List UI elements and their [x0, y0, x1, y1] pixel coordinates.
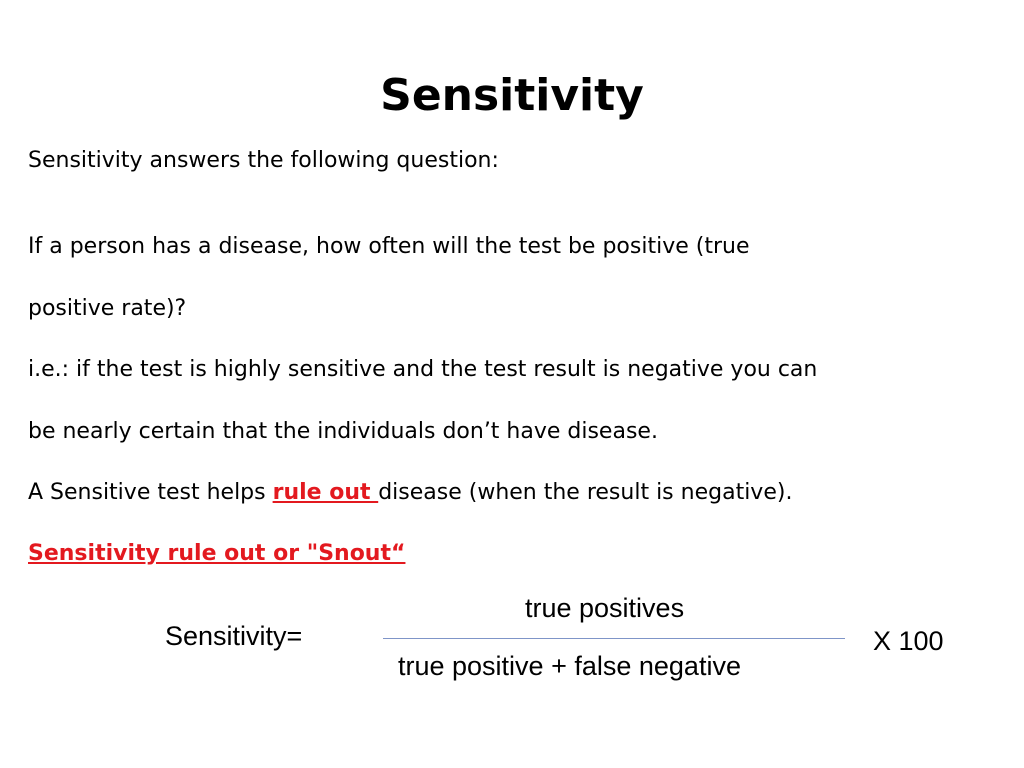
formula-label: Sensitivity=: [165, 621, 303, 651]
rule-out-suffix: disease (when the result is negative).: [378, 480, 793, 505]
rule-out-line: [28, 478, 792, 508]
fraction-bar: [383, 638, 845, 639]
snout-mnemonic: Sensitivity rule out or "Snout“: [28, 541, 406, 566]
slide-title: Sensitivity: [380, 70, 644, 121]
formula-denominator: true positive + false negative: [398, 651, 741, 681]
formula-multiplier: X 100: [873, 626, 944, 656]
intro-line: Sensitivity answers the following question:: [28, 148, 499, 173]
formula-numerator: true positives: [525, 593, 685, 623]
example-line-1: i.e.: if the test is highly sensitive and the test result is negative you can: [28, 357, 818, 382]
example-line-2: be nearly certain that the individuals don’t have disease.: [28, 419, 658, 444]
rule-out-highlight: rule out: [272, 480, 379, 505]
question-line-1: If a person has a disease, how often will the test be positive (true: [28, 234, 750, 259]
question-line-2: positive rate)?: [28, 296, 187, 321]
rule-out-prefix: A Sensitive test helps: [28, 480, 273, 505]
